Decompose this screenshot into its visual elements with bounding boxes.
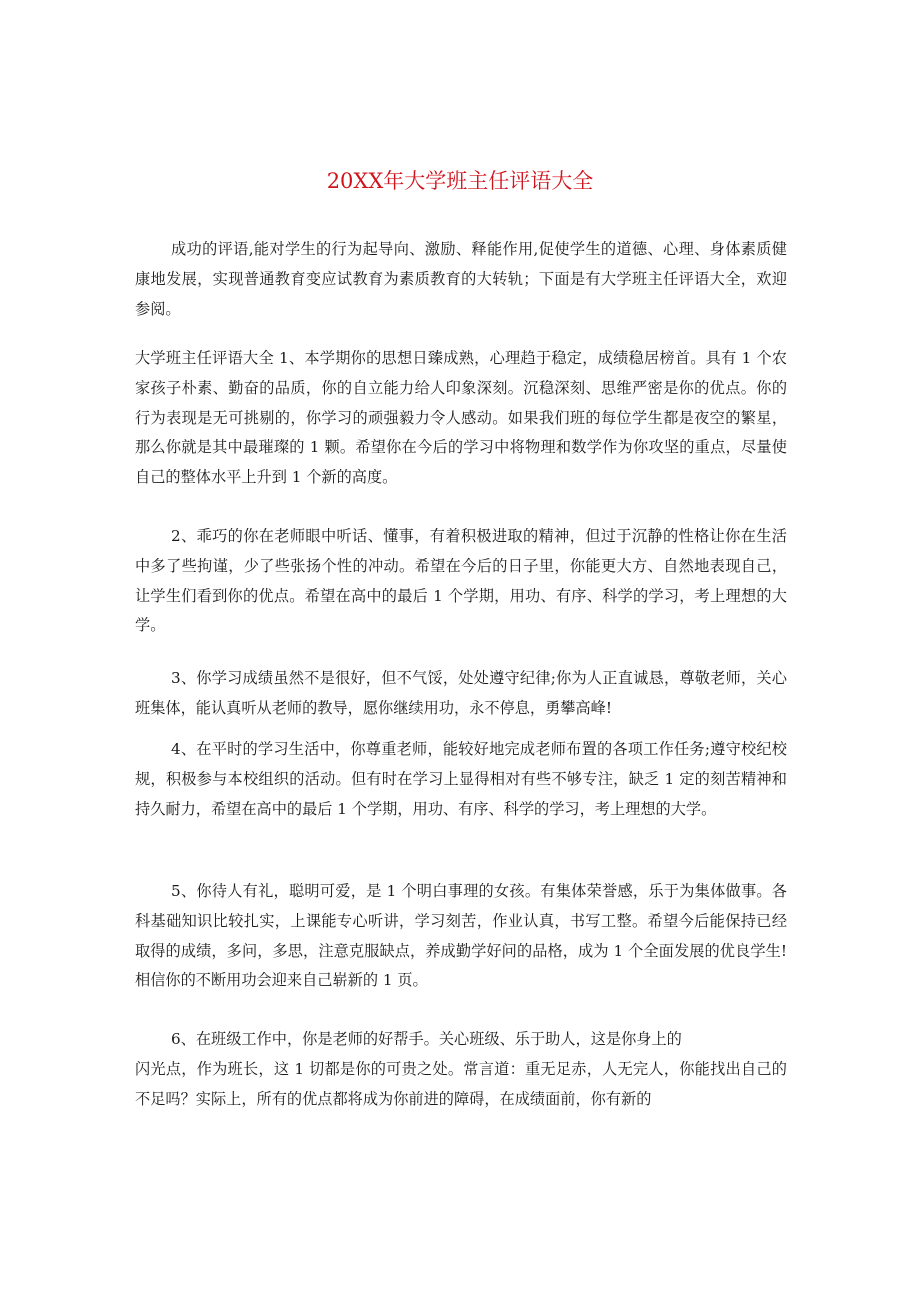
intro-paragraph: 成功的评语,能对学生的行为起导向、激励、释能作用,促使学生的道德、心理、身体素质健康地发展，实现普通教育变应试教育为素质教育的大转轨；下面是有大学班主任评语大全，欢迎参阅。 xyxy=(135,240,787,318)
paragraph-6 xyxy=(135,1025,787,1114)
paragraph-2: 2、乖巧的你在老师眼中听话、懂事，有着积极进取的精神，但过于沉静的性格让你在生活中多了些拘谨，少了些张扬个性的冲动。希望在今后的日子里，你能更大方、自然地表现自己，让学生们看到你的优点。希望在高中的最后 1 个学期，用功、有序、科学的学习，考上理想的大学。 xyxy=(135,527,787,635)
paragraph-5: 5、你待人有礼，聪明可爱，是 1 个明白事理的女孩。有集体荣誉感，乐于为集体做事。各科基础知识比较扎实，上课能专心听讲，学习刻苦，作业认真，书写工整。希望今后能保持已经取得的成绩，多问，多思，注意克服缺点，养成勤学好问的品格，成为 1 个全面发展的优良学生!相信你的不断用功会迎来自己崭新的 1 页。 xyxy=(135,882,787,990)
document-title: 20XX年大学班主任评语大全 xyxy=(326,169,594,193)
paragraph-1: 大学班主任评语大全 1、本学期你的思想日臻成熟，心理趋于稳定，成绩稳居榜首。具有 1 个农家孩子朴素、勤奋的品质，你的自立能力给人印象深刻。沉稳深刻、思维严密是你的优点。你的行为表现是无可挑剔的，你学习的顽强毅力令人感动。如果我们班的每位学生都是夜空的繁星，那么你就是其中最璀璨的 1 颗。希望你在今后的学习中将物理和数学作为你攻坚的重点，尽量使自己的整体水平上升到 1 个新的高度。 xyxy=(135,349,787,487)
paragraph-3: 3、你学习成绩虽然不是很好，但不气馁，处处遵守纪律;你为人正直诚恳，尊敬老师，关心班集体，能认真听从老师的教导，愿你继续用功，永不停息，勇攀高峰! xyxy=(135,669,787,717)
paragraph-6-continuation: 闪光点，作为班长，这 1 切都是你的可贵之处。常言道：重无足赤，人无完人，你能找出自己的不足吗？实际上，所有的优点都将成为你前进的障碍，在成绩面前，你有新的 xyxy=(135,1059,787,1108)
paragraph-6-first-line: 6、在班级工作中，你是老师的好帮手。关心班级、乐于助人，这是你身上的 xyxy=(171,1030,682,1048)
paragraph-4: 4、在平时的学习生活中，你尊重老师，能较好地完成老师布置的各项工作任务;遵守校纪校规，积极参与本校组织的活动。但有时在学习上显得相对有些不够专注，缺乏 1 定的刻苦精神和持久耐力，希望在高中的最后 1 个学期，用功、有序、科学的学习，考上理想的大学。 xyxy=(135,740,787,818)
